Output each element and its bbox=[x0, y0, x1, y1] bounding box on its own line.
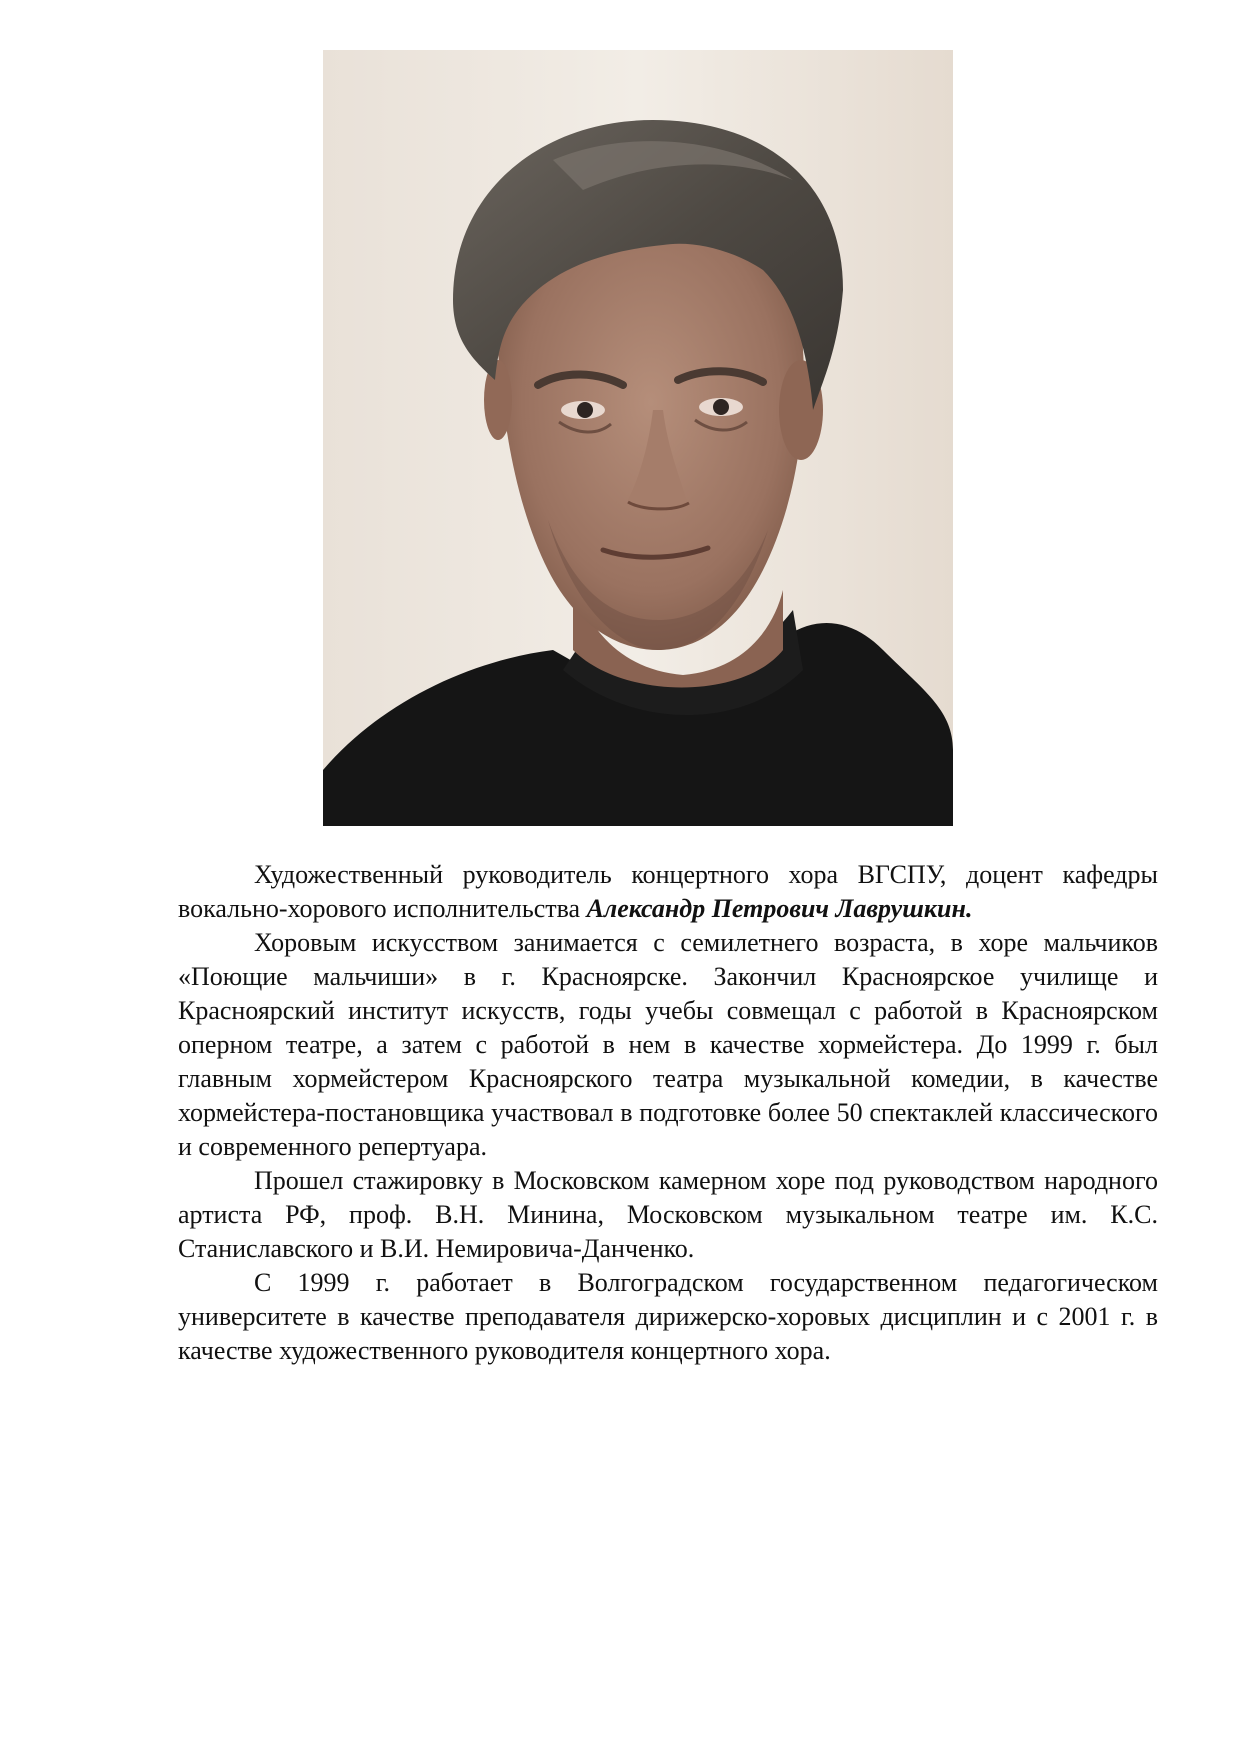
paragraph-4: С 1999 г. работает в Волгоградском государственном педагогическом университете в качестве преподавателя дирижерско-хоровых дисциплин и с 2001 г. в качестве художественного руководителя концертного хора. bbox=[178, 1268, 1158, 1365]
person-name: Александр Петрович Лаврушкин. bbox=[586, 894, 973, 923]
portrait-illustration bbox=[323, 50, 953, 826]
paragraph-1-text: Художественный руководитель концертного хора ВГСПУ, доцент кафедры вокально-хорового исполнительства bbox=[178, 860, 1158, 923]
portrait-photo bbox=[323, 50, 953, 826]
biography-text bbox=[178, 858, 1158, 1368]
paragraph-3: Прошел стажировку в Московском камерном хоре под руководством народного артиста РФ, проф. В.Н. Минина, Московском музыкальном театре им. К.С. Станиславского и В.И. Немировича-Данченко. bbox=[178, 1166, 1158, 1263]
paragraph-2: Хоровым искусством занимается с семилетнего возраста, в хоре мальчиков «Поющие мальчиши» в г. Красноярске. Закончил Красноярское училище и Красноярский институт искусств, годы учебы совмещал с работой в Красноярском оперном театре, а затем с работой в нем в качестве хормейстера. До 1999 г. был главным хормейстером Красноярского театра музыкальной комедии, в качестве хормейстера-постановщика участвовал в подготовке более 50 спектаклей классического и современного репертуара. bbox=[178, 928, 1158, 1161]
paragraph-1 bbox=[178, 858, 1158, 926]
